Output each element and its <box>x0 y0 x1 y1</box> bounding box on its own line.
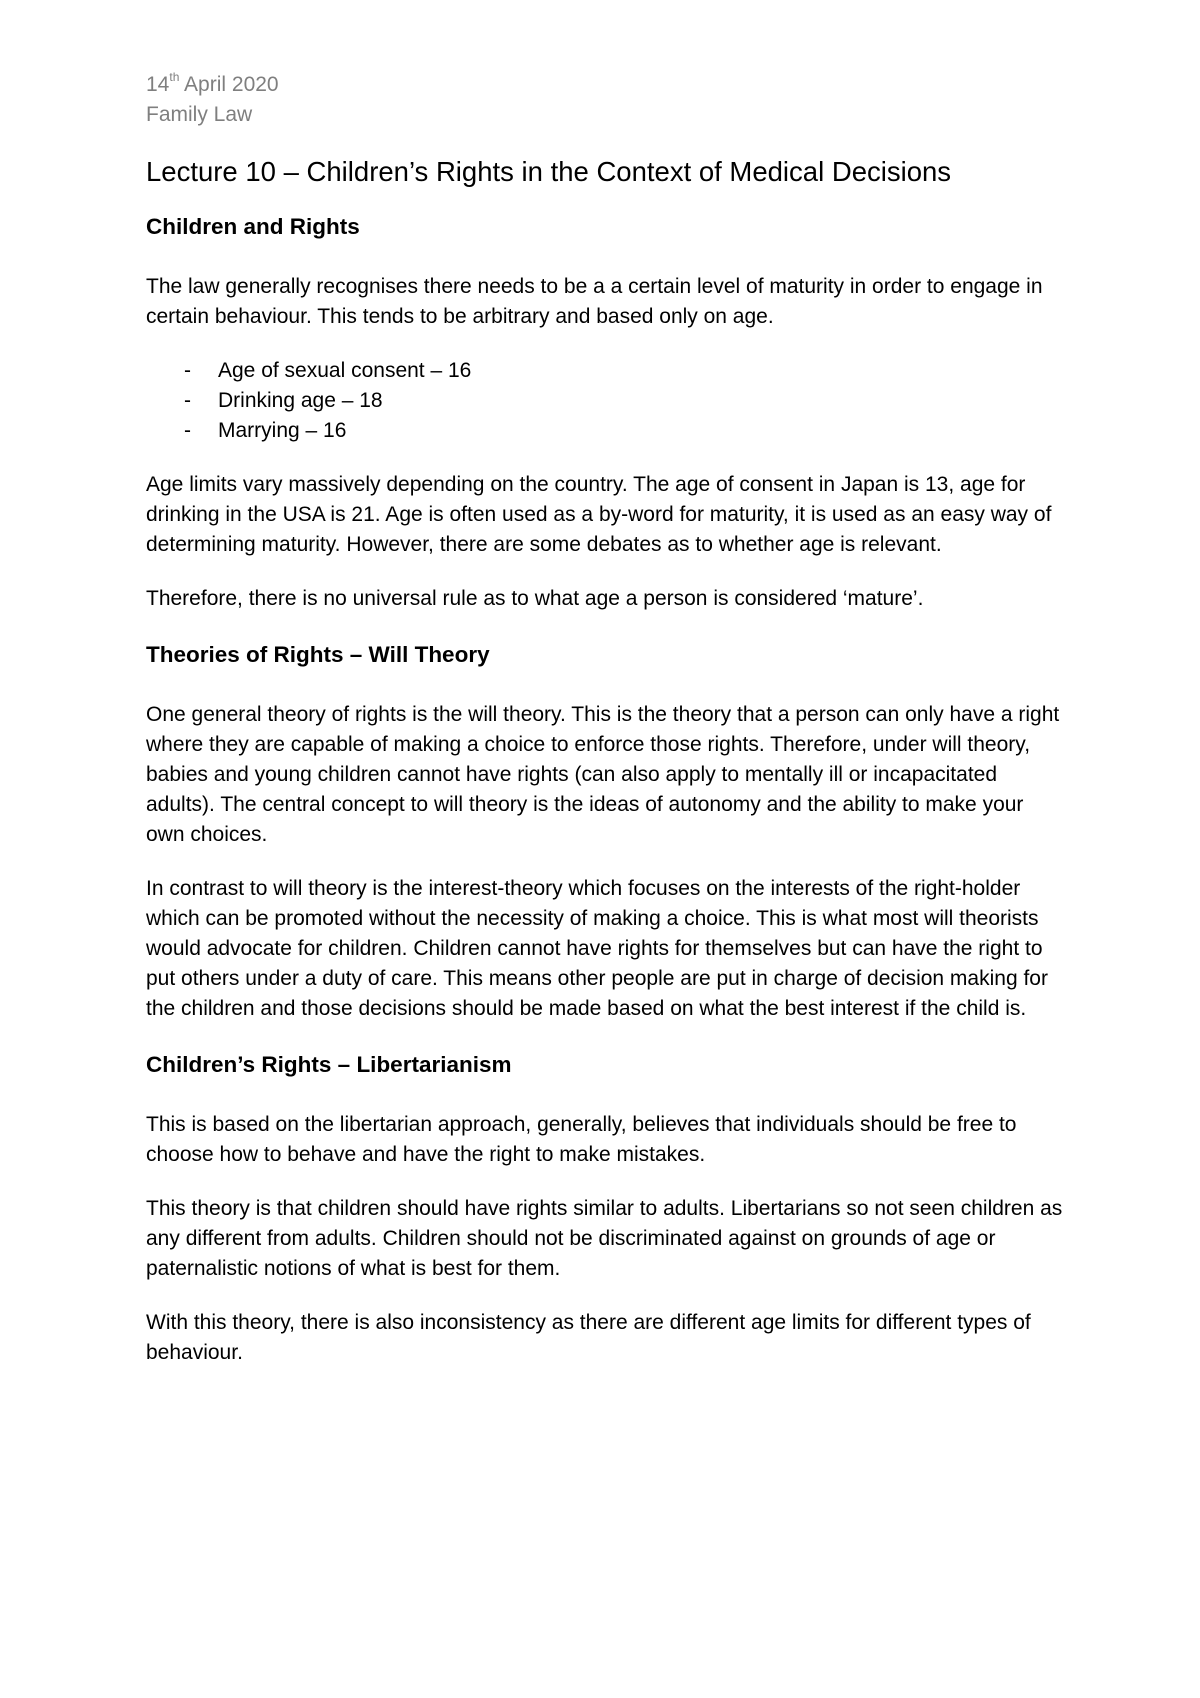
lecture-title: Lecture 10 – Children’s Rights in the Context of Medical Decisions <box>146 156 952 187</box>
paragraph: One general theory of rights is the will theory. This is the theory that a person can only have a right where they are capable of making a choice to enforce those rights. Therefore, under will theory, babies and young children cannot have rights (can also apply to mentally ill or incapacitated adults). The central concept to will theory is the ideas of autonomy and the ability to make your own choices. <box>146 703 1060 846</box>
module-name: Family Law <box>146 103 253 126</box>
dash-bullet: - <box>184 359 191 382</box>
paragraph: Therefore, there is no universal rule as to what age a person is considered ‘mature’. <box>146 587 924 610</box>
paragraph: This theory is that children should have rights similar to adults. Libertarians so not seen children as any different from adults. Children should not be discriminated against on grounds of age or paternalistic notions of what is best for them. <box>146 1197 1063 1280</box>
list-item-text: Age of sexual consent – 16 <box>218 359 472 382</box>
date-day: 14 <box>146 73 170 96</box>
list-item-text: Drinking age – 18 <box>218 389 383 412</box>
dash-bullet: - <box>184 419 191 442</box>
age-limits-list <box>146 356 1066 446</box>
dash-bullet: - <box>184 389 191 412</box>
list-item <box>146 386 1066 416</box>
paragraph: With this theory, there is also inconsistency as there are different age limits for different types of behaviour. <box>146 1311 1031 1364</box>
list-item-text: Marrying – 16 <box>218 419 347 442</box>
date-rest: April 2020 <box>179 73 279 96</box>
paragraph: This is based on the libertarian approach, generally, believes that individuals should be free to choose how to behave and have the right to make mistakes. <box>146 1113 1017 1166</box>
list-item <box>146 416 1066 446</box>
document-date <box>146 70 1066 100</box>
paragraph: The law generally recognises there needs to be a a certain level of maturity in order to engage in certain behaviour. This tends to be arbitrary and based only on age. <box>146 275 1043 328</box>
section-heading-will-theory: Theories of Rights – Will Theory <box>146 642 490 667</box>
paragraph: In contrast to will theory is the interest-theory which focuses on the interests of the right-holder which can be promoted without the necessity of making a choice. This is what most will theorists would advocate for children. Children cannot have rights for themselves but can have the right to put others under a duty of care. This means other people are put in charge of decision making for the children and those decisions should be made based on what the best interest if the child is. <box>146 877 1048 1020</box>
paragraph: Age limits vary massively depending on the country. The age of consent in Japan is 13, age for drinking in the USA is 21. Age is often used as a by-word for maturity, it is used as an easy way of determining maturity. However, there are some debates as to whether age is relevant. <box>146 473 1052 556</box>
section-heading-children-and-rights: Children and Rights <box>146 214 360 239</box>
document-page <box>146 70 1066 1368</box>
list-item <box>146 356 1066 386</box>
date-suffix: th <box>169 70 180 84</box>
section-heading-libertarianism: Children’s Rights – Libertarianism <box>146 1052 512 1077</box>
